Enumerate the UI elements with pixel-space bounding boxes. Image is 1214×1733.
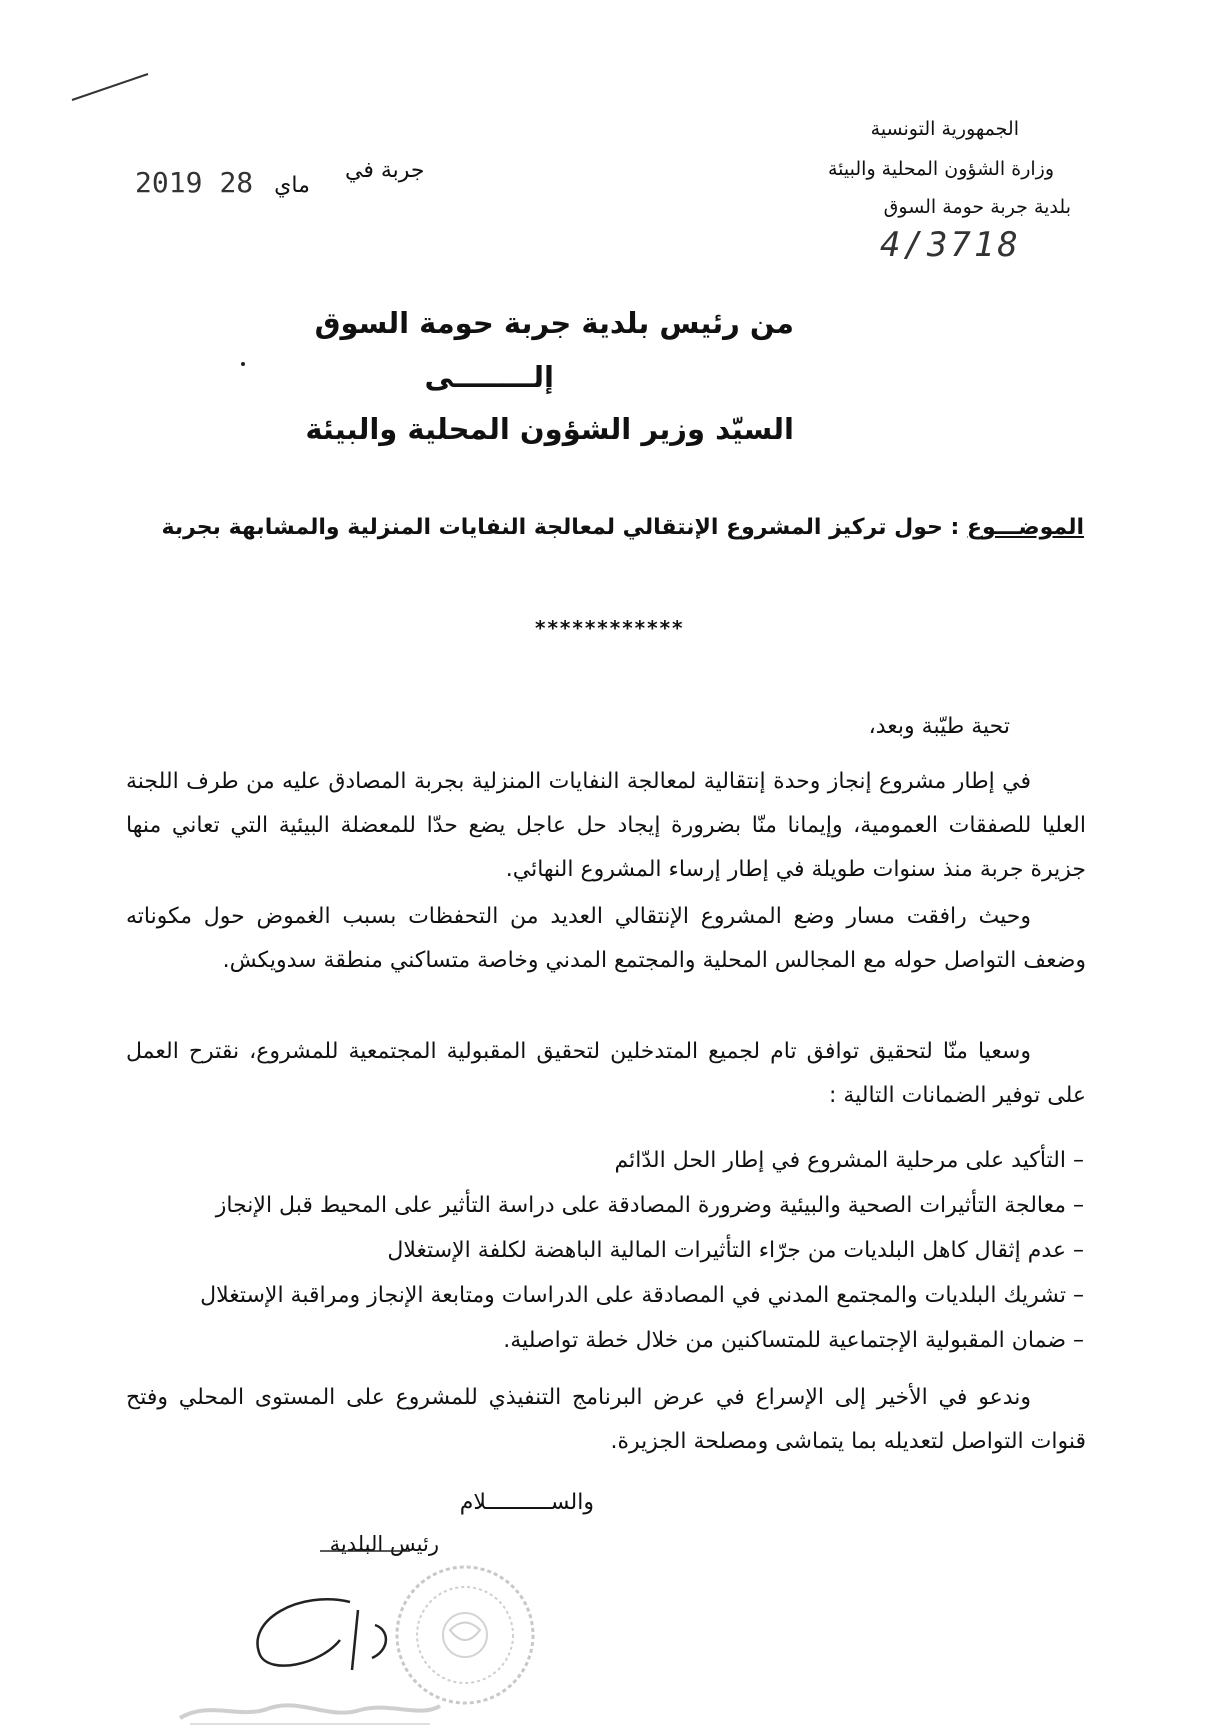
paragraph-2-text: وحيث رافقت مسار وضع المشروع الإنتقالي العديد من التحفظات بسبب الغموض حول مكوناته وضعف التواصل حوله مع المجالس المحلية والمجتمع المدني وخاصة متساكني منطقة سدويكش. — [126, 904, 1086, 973]
subject-label: الموضـــوع — [967, 515, 1084, 540]
reference-number: 4/3718 — [880, 225, 1021, 265]
bullet-item: – عدم إثقال كاهل البلديات من جرّاء التأثيرات المالية الباهضة لكلفة الإستغلال — [387, 1238, 1084, 1263]
dateline-month: ماي — [274, 173, 310, 198]
paragraph-2 — [126, 895, 1086, 983]
handwritten-signature — [240, 1580, 430, 1690]
header-municipality: بلدية جربة حومة السوق — [883, 196, 1071, 218]
strike-through-mark — [320, 1548, 410, 1554]
bullet-item: – تشريك البلديات والمجتمع المدني في المصادقة على الدراسات ومتابعة الإنجاز ومراقبة الإستغلال — [200, 1283, 1084, 1308]
paragraph-1-text: في إطار مشروع إنجاز وحدة إنتقالية لمعالجة النفايات المنزلية بجربة المصادق عليه من طرف اللجنة العليا للصفقات العمومية، وإيمانا منّا بضرورة إيجاد حل عاجل يضع حدّا للمعضلة البيئية التي تعاني منها جزيرة جربة منذ سنوات طويلة في إطار إرساء المشروع النهائي. — [126, 769, 1086, 882]
header-republic: الجمهورية التونسية — [870, 118, 1019, 140]
bullet-item: – التأكيد على مرحلية المشروع في إطار الحل الدّائم — [614, 1148, 1084, 1173]
header-ministry: وزارة الشؤون المحلية والبيئة — [828, 158, 1054, 180]
recipient-line: السيّد وزير الشؤون المحلية والبيئة — [305, 412, 794, 446]
signature-title: رئيس البلدية — [329, 1532, 439, 1556]
greeting: تحية طيّبة وبعد، — [868, 714, 1010, 739]
bullet-item: – معالجة التأثيرات الصحية والبيئية وضرورة المصادقة على دراسة التأثير على المحيط قبل الإنجاز — [215, 1193, 1084, 1218]
closing-paragraph-text: وندعو في الأخير إلى الإسراع في عرض البرنامج التنفيذي للمشروع على المستوى المحلي وفتح قنوات التواصل لتعديله بما يتماشى ومصلحة الجزيرة. — [126, 1385, 1086, 1454]
paragraph-1 — [126, 760, 1086, 892]
ink-dot — [241, 362, 245, 366]
to-line: إلــــــــى — [424, 360, 554, 394]
paragraph-3 — [126, 1030, 1086, 1118]
paragraph-3-text: وسعيا منّا لتحقيق توافق تام لجميع المتدخلين لتحقيق المقبولية المجتمعية للمشروع، نقترح العمل على توفير الضمانات التالية : — [126, 1039, 1086, 1108]
subject-separator: : — [942, 515, 968, 540]
separator-stars: ************ — [535, 616, 685, 640]
closing-paragraph — [126, 1376, 1086, 1464]
dateline-day: 28 — [219, 166, 254, 199]
from-line: من رئيس بلدية جربة حومة السوق — [314, 306, 794, 340]
dateline-place: جربة في — [345, 158, 425, 183]
dateline-year: 2019 — [135, 166, 203, 199]
pen-stroke-mark — [70, 70, 150, 110]
subject-text: حول تركيز المشروع الإنتقالي لمعالجة النفايات المنزلية والمشابهة بجربة — [161, 515, 943, 540]
bullet-item: – ضمان المقبولية الإجتماعية للمتساكنين من خلال خطة تواصلية. — [503, 1328, 1084, 1353]
dateline-date — [135, 166, 310, 199]
stamped-name-mark — [170, 1690, 450, 1730]
salutation: والســــــــــلام — [459, 1490, 594, 1515]
subject-line — [162, 515, 1085, 540]
